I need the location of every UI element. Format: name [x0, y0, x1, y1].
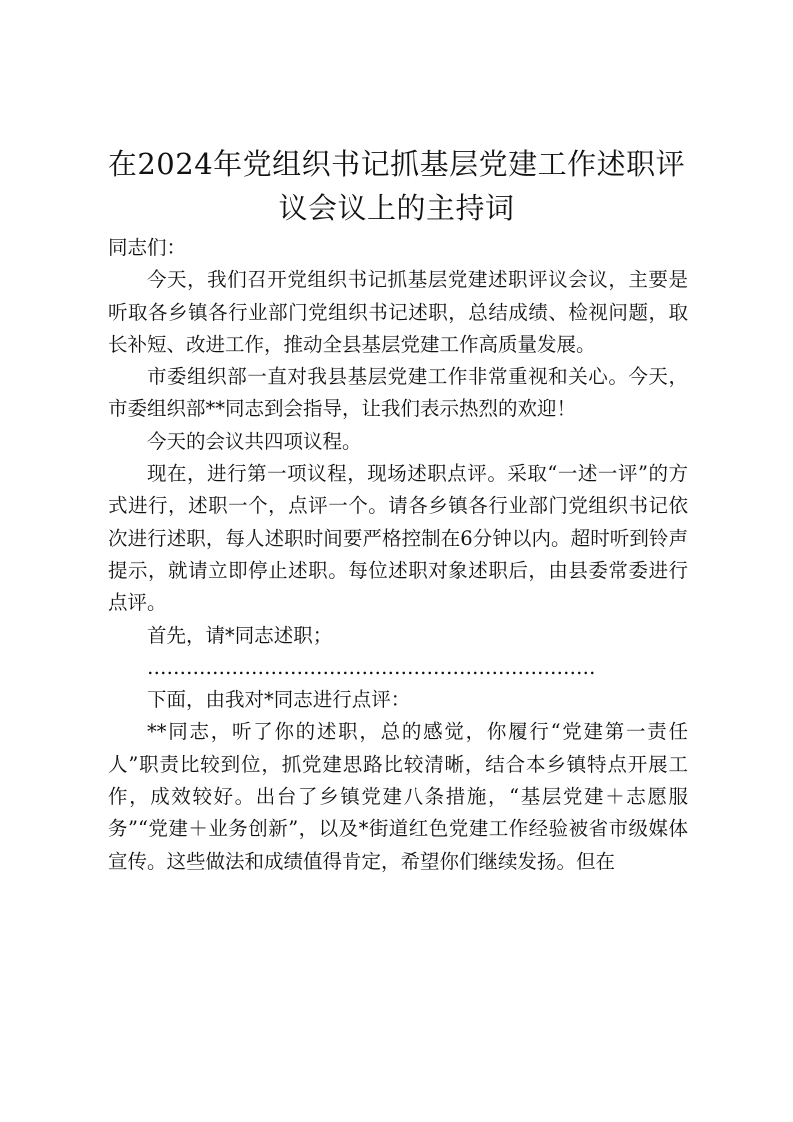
title-line-2: 议会议上的主持词 [278, 191, 515, 225]
paragraph-4: 现在，进行第一项议程，现场述职点评。采取“一述一评”的方式进行，述职一个，点评一个。请各乡镇各行业部门党组织书记依次进行述职，每人述职时间要严格控制在6分钟以内。超时听到铃声提示，就请立即停止述职。每位述职对象述职后，由县委常委进行点评。 [108, 462, 688, 615]
paragraph-7: **同志，听了你的述职，总的感觉，你履行“党建第一责任人”职责比较到位，抓党建思路比较清晰，结合本乡镇特点开展工作，成效较好。出台了乡镇党建八条措施，“基层党建＋志愿服务”“党建＋业务创新”，以及*街道红色党建工作经验被省市级媒体宣传。这些做法和成绩值得肯定，希望你们继续发扬。但在 [108, 720, 688, 873]
ellipsis-line: …………………………………………………………… [147, 655, 596, 679]
paragraph-1: 今天，我们召开党组织书记抓基层党建述职评议会议，主要是听取各乡镇各行业部门党组织书记述职，总结成绩、检视问题，取长补短、改进工作，推动全县基层党建工作高质量发展。 [108, 268, 688, 356]
salutation: 同志们： [108, 236, 187, 259]
paragraph-2: 市委组织部一直对我县基层党建工作非常重视和关心。今天，市委组织部**同志到会指导，让我们表示热烈的欢迎！ [108, 365, 688, 421]
document-title [100, 142, 693, 230]
title-line-1: 在2024年党组织书记抓基层党建工作述职评 [107, 147, 686, 181]
paragraph-5: 首先，请*同志述职； [147, 623, 333, 647]
document-body [108, 232, 688, 878]
paragraph-3: 今天的会议共四项议程。 [147, 429, 362, 453]
paragraph-6: 下面，由我对*同志进行点评： [147, 688, 411, 712]
